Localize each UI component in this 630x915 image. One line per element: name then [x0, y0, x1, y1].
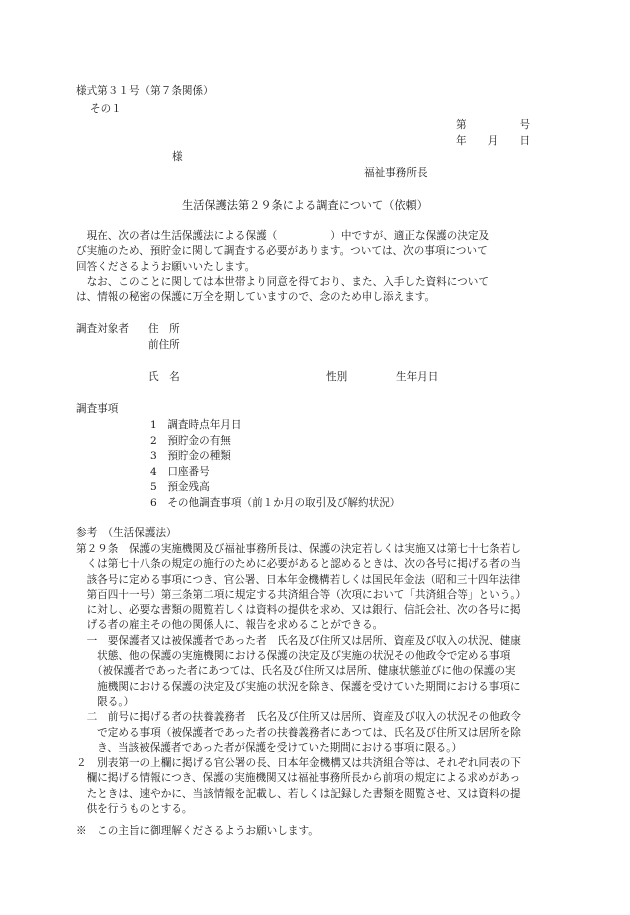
- previous-address-label: 前住所: [148, 339, 180, 351]
- item2-line: で定める事項（被保護者であった者の扶養義務者にあつては、氏名及び住所又は居所を除: [76, 726, 521, 739]
- sender-title: 福祉事務所長: [364, 167, 428, 179]
- article-line: 第２９条 保護の実施機関及び福祉事務所長は、保護の決定若しくは実施又は第七十七条若し: [76, 543, 521, 555]
- address-label: 住 所: [148, 323, 180, 335]
- items-heading: 調査事項: [76, 403, 119, 415]
- list-item: 4 口座番号: [150, 465, 210, 478]
- reference-heading: 参考 （生活保護法）: [76, 527, 177, 539]
- para2-line: 供を行うものとする。: [76, 803, 193, 816]
- body-line: び実施のため、預貯金に関して調査する必要があります。ついては、次の事項について: [76, 245, 488, 258]
- body-line: なお、このことに関しては本世帯より同意を得ており、また、入手した資料について: [76, 275, 489, 288]
- reference-text: [76, 542, 526, 817]
- items-list: [150, 418, 400, 511]
- item1-line: 施機関における保護の決定及び実施の状況を除き、保護を受けていた期間における事項に: [76, 680, 521, 693]
- article-line: くは第七十八条の規定の施行のために必要があると認めるときは、次の各号に掲げる者の当: [76, 558, 521, 571]
- article-line: 第百四十一号）第三条第二項に規定する共済組合等（次項において「共済組合等」という。）: [76, 588, 527, 601]
- name-label: 氏 名: [148, 371, 180, 383]
- subject-label: 調査対象者: [76, 323, 129, 335]
- request-body: [76, 229, 489, 305]
- para2-line: ２ 別表第一の上欄に掲げる官公署の長、日本年金機構又は共済組合等は、それぞれ同表の下: [76, 757, 521, 770]
- sex-label: 性別: [326, 371, 348, 383]
- document-date-line: 年 月 日: [456, 135, 531, 147]
- item1-line: 状態、他の保護の実施機関における保護の決定及び実施の状況その他政令で定める事項: [76, 650, 511, 663]
- document-title: 生活保護法第２９条による調査について（依頼）: [182, 199, 428, 212]
- article-line: げる者の雇主その他の関係人に、報告を求めることができる。: [76, 619, 384, 632]
- article-line: に対し、必要な書類の閲覧若しくは資料の提供を求め、又は銀行、信託会社、次の各号に掲: [76, 604, 521, 617]
- para2-line: たときは、速やかに、当該情報を記載し、若しくは記録した書類を閲覧させ、又は資料の提: [76, 787, 521, 800]
- list-item: 2 預貯金の有無: [150, 434, 231, 447]
- form-sub-label: その１: [90, 103, 122, 115]
- list-item: 1 調査時点年月日: [150, 419, 242, 431]
- document-number-line: 第 号: [456, 119, 531, 131]
- closing-note: ※ この主旨に御理解くださるようお願いします。: [76, 825, 319, 837]
- item1-line: 限る。）: [76, 695, 135, 708]
- body-line: は、情報の秘密の保護に万全を期していますので、念のため申し添えます。: [76, 291, 436, 304]
- item1-line: （被保護者であった者にあつては、氏名及び住所又は居所、健康状態並びに他の保護の実: [76, 665, 516, 678]
- para2-line: 欄に掲げる情報につき、保護の実施機関又は福祉事務所長から前項の規定による求めがあっ: [76, 772, 521, 785]
- item1-line: 一 要保護者又は被保護者であった者 氏名及び住所又は居所、資産及び収入の状況、健康: [76, 634, 521, 647]
- body-line: 現在、次の者は生活保護法による保護（ ）中ですが、適正な保護の決定及: [76, 230, 490, 242]
- birth-date-label: 生年月日: [396, 371, 439, 383]
- item2-line: 二 前号に掲げる者の扶養義務者 氏名及び住所又は居所、資産及び収入の状況その他政令: [76, 711, 521, 724]
- item2-line: き、当該被保護者であった者が保護を受けていた期間における事項に限る。）: [76, 741, 463, 754]
- list-item: 6 その他調査事項（前１か月の取引及び解約状況）: [150, 496, 401, 509]
- body-line: 回答くださるようお願いいたします。: [76, 260, 256, 273]
- addressee-suffix: 様: [172, 151, 183, 163]
- article-line: 該各号に定める事項につき、官公署、日本年金機構若しくは国民年金法（昭和三十四年法律: [76, 573, 521, 586]
- list-item: 5 預金残高: [150, 481, 210, 493]
- form-number-label: 様式第３１号（第７条関係）: [76, 85, 214, 97]
- list-item: 3 預貯金の種類: [150, 450, 231, 462]
